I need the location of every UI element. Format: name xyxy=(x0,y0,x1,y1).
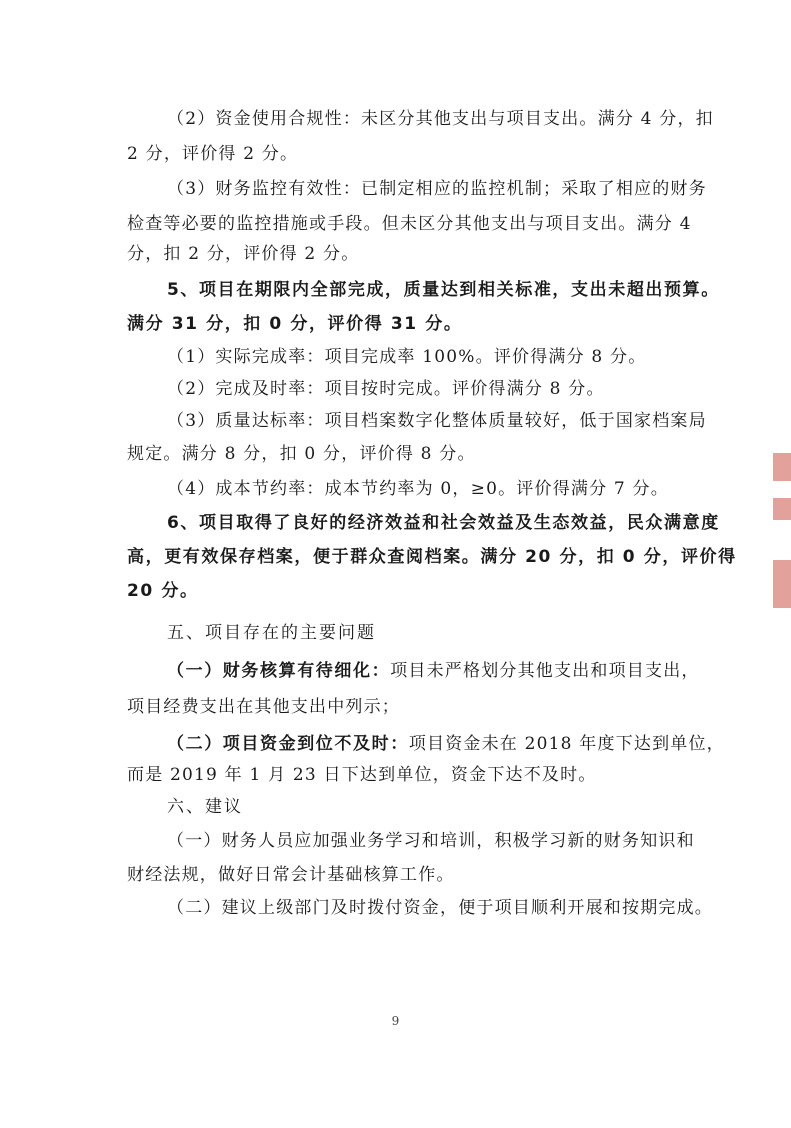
chapter-heading: 六、建议 xyxy=(167,797,243,817)
paragraph-line: （2）资金使用合规性：未区分其他支出与项目支出。满分 4 分，扣 xyxy=(167,109,714,129)
paragraph-line: 而是 2019 年 1 月 23 日下达到单位，资金下达不及时。 xyxy=(127,765,597,785)
paragraph-line xyxy=(167,733,725,755)
seal-edge-mark xyxy=(773,498,791,520)
section-heading-line: 5、项目在期限内全部完成，质量达到相关标准，支出未超出预算。 xyxy=(167,280,720,300)
issue-body: 项目资金未在 2018 年度下达到单位， xyxy=(408,734,725,754)
paragraph-line: 检查等必要的监控措施或手段。但未区分其他支出与项目支出。满分 4 xyxy=(127,214,692,234)
paragraph-line: 分，扣 2 分，评价得 2 分。 xyxy=(127,244,360,264)
chapter-heading: 五、项目存在的主要问题 xyxy=(167,623,376,643)
paragraph-line: （3）财务监控有效性：已制定相应的监控机制；采取了相应的财务 xyxy=(167,179,707,199)
paragraph-line: （二）建议上级部门及时拨付资金，便于项目顺利开展和按期完成。 xyxy=(167,898,713,918)
paragraph-line: （2）完成及时率：项目按时完成。评价得满分 8 分。 xyxy=(167,379,605,399)
seal-edge-mark xyxy=(773,560,791,608)
paragraph-line: 项目经费支出在其他支出中列示； xyxy=(127,697,400,717)
issue-title: （二）项目资金到位不及时： xyxy=(167,734,409,754)
paragraph-line: （3）质量达标率：项目档案数字化整体质量较好，低于国家档案局 xyxy=(167,411,707,431)
section-heading-line: 满分 31 分，扣 0 分，评价得 31 分。 xyxy=(127,314,463,334)
paragraph-line: 规定。满分 8 分，扣 0 分，评价得 8 分。 xyxy=(127,444,476,464)
paragraph-line: （1）实际完成率：项目完成率 100%。评价得满分 8 分。 xyxy=(167,347,647,367)
paragraph-line xyxy=(167,660,700,682)
seal-edge-mark xyxy=(773,453,791,481)
section-heading-line: 高，更有效保存档案，便于群众查阅档案。满分 20 分，扣 0 分，评价得 xyxy=(127,547,737,567)
paragraph-line: 2 分，评价得 2 分。 xyxy=(127,144,299,164)
paragraph-line: （一）财务人员应加强业务学习和培训，积极学习新的财务知识和 xyxy=(167,831,695,851)
section-heading-line: 6、项目取得了良好的经济效益和社会效益及生态效益，民众满意度 xyxy=(167,513,720,533)
page-number: 9 xyxy=(391,1014,400,1028)
paragraph-line: （4）成本节约率：成本节约率为 0，≥0。评价得满分 7 分。 xyxy=(167,479,669,499)
paragraph-line: 财经法规，做好日常会计基础核算工作。 xyxy=(127,865,455,885)
issue-title: （一）财务核算有待细化： xyxy=(167,661,391,681)
issue-body: 项目未严格划分其他支出和项目支出， xyxy=(390,661,700,681)
section-heading-line: 20 分。 xyxy=(127,581,199,601)
